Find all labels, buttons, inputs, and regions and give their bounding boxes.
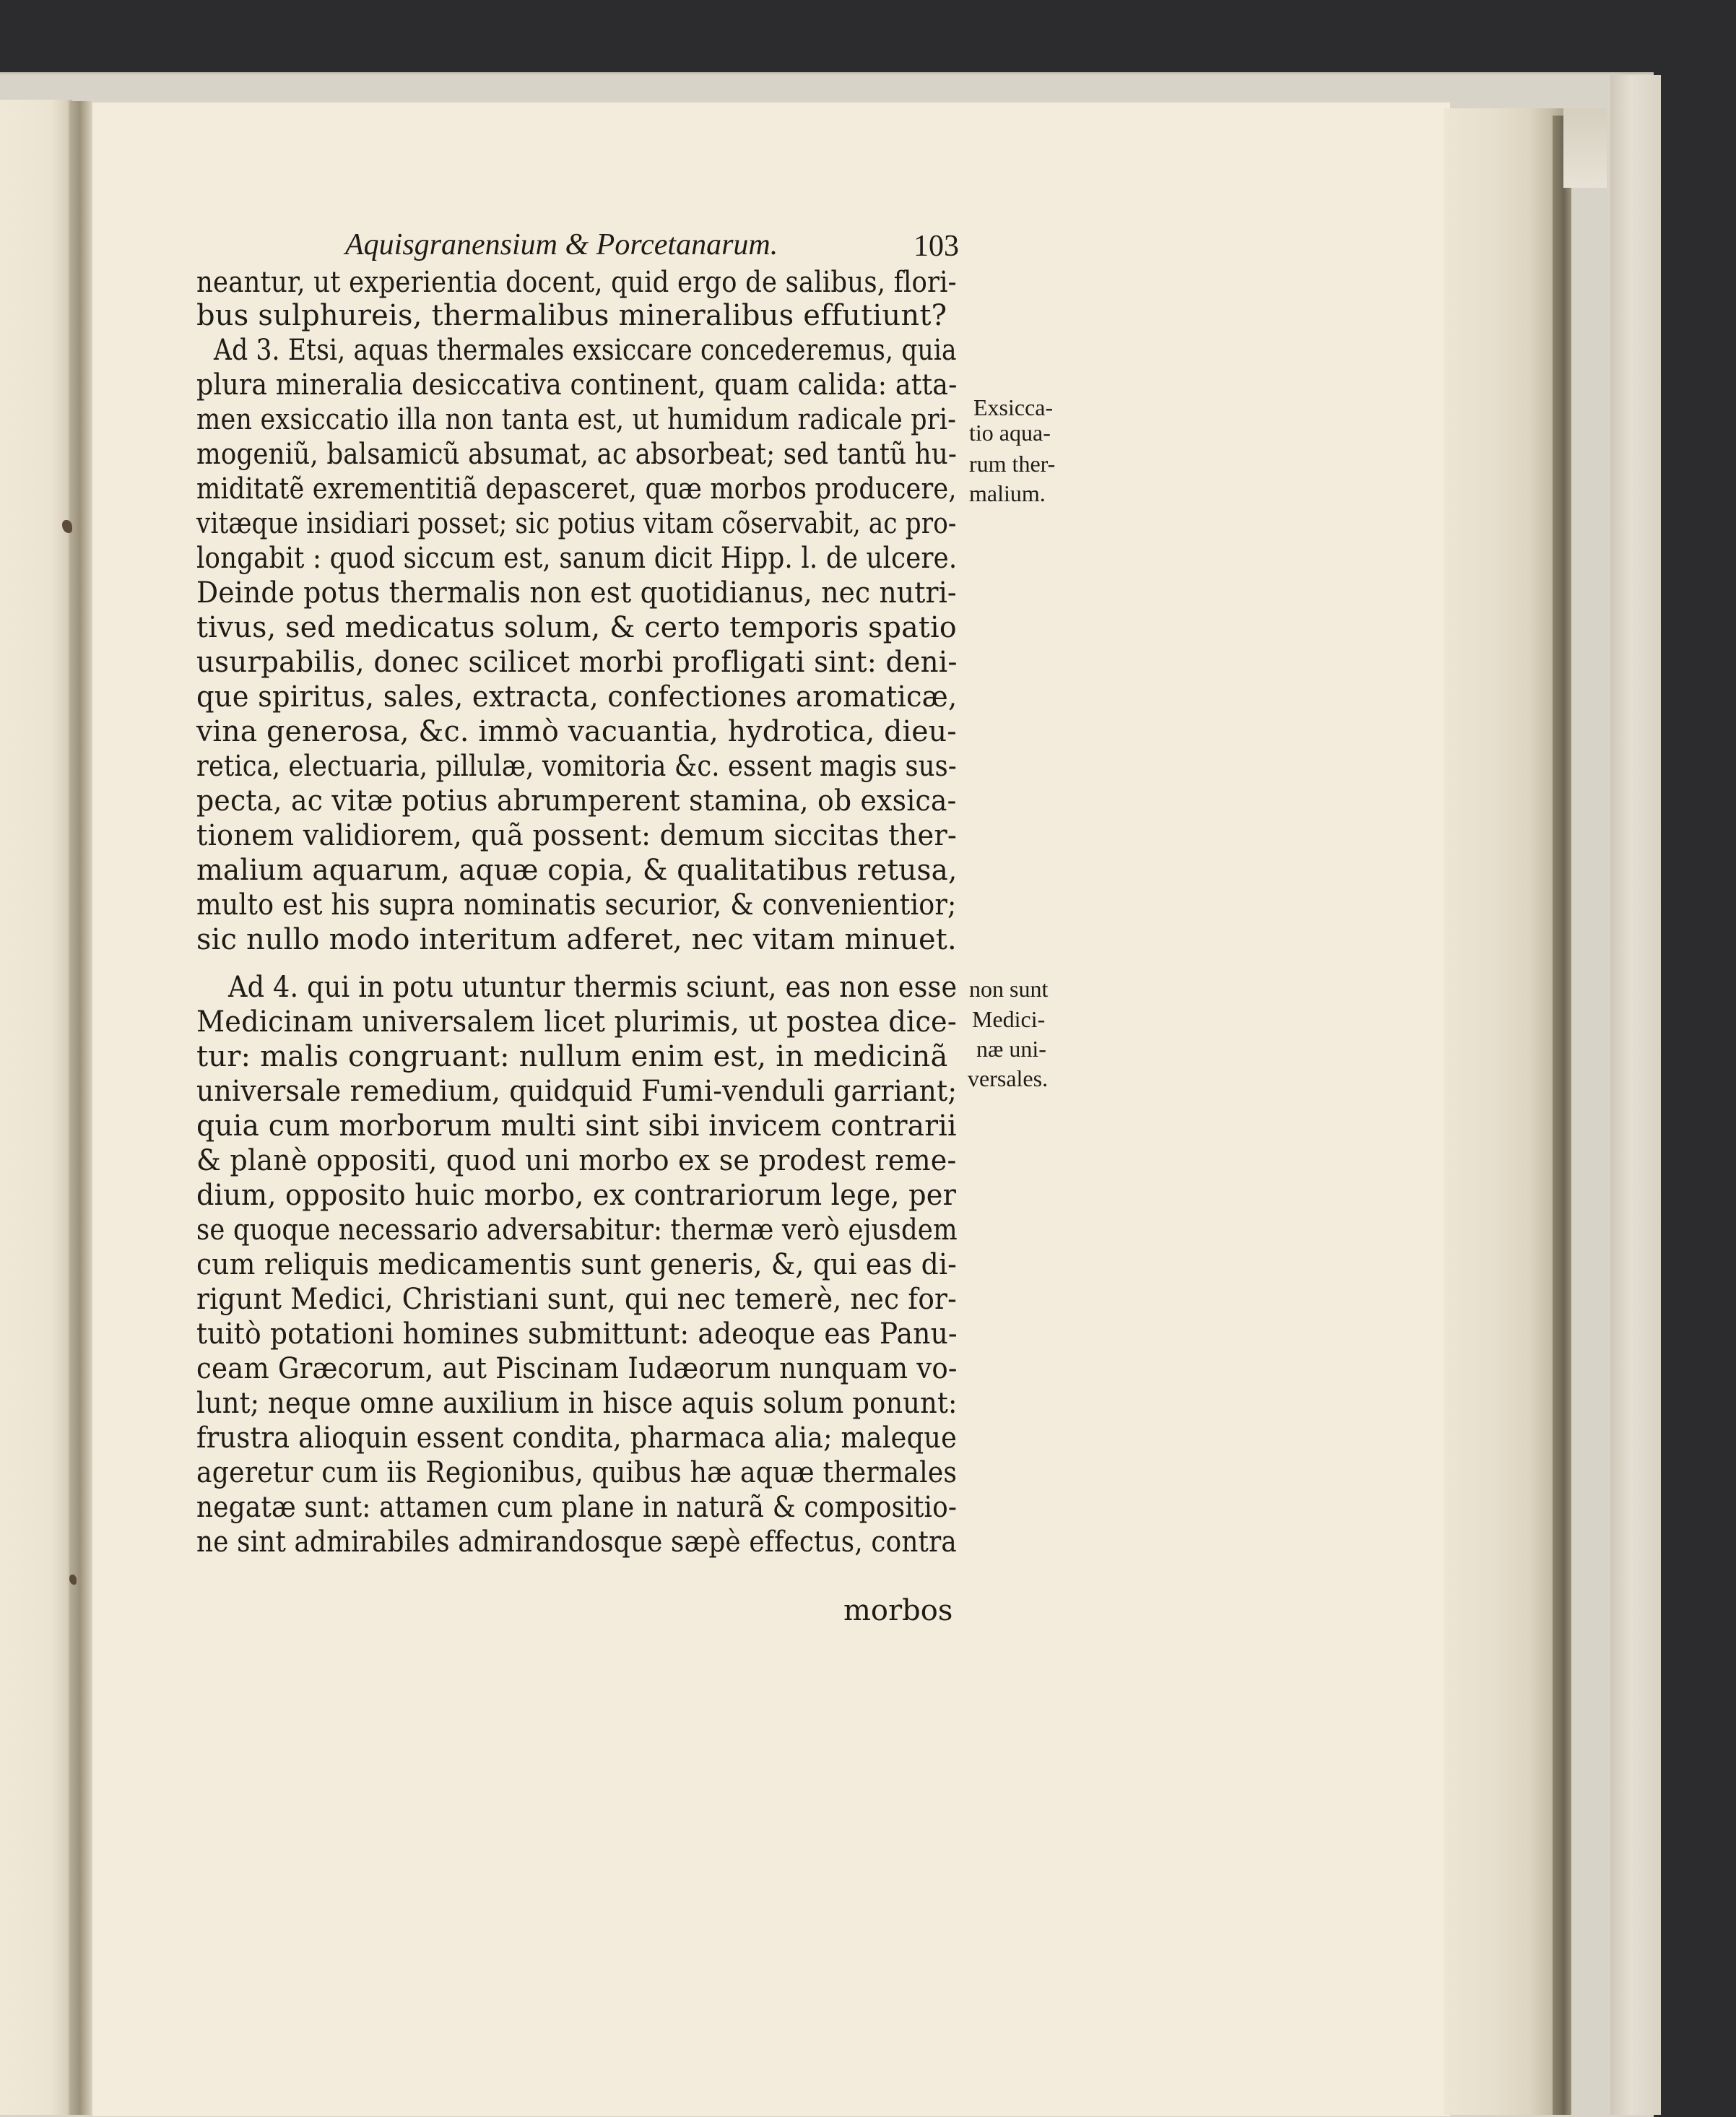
text-line: Ad 4. qui in potu utuntur thermis sciunt, eas non esse xyxy=(228,971,958,1004)
ink-mark xyxy=(69,1575,77,1585)
text-line: quia cum morborum multi sint sibi invicem contrarii xyxy=(196,1109,957,1143)
text-line: rigunt Medici, Christiani sunt, qui nec temerè, nec for- xyxy=(196,1283,957,1316)
text-line: & planè oppositi, quod uni morbo ex se prodest reme- xyxy=(196,1144,957,1177)
text-line: tionem validiorem, quã possent: demum siccitas ther- xyxy=(196,819,957,852)
text-line: lunt; neque omne auxilium in hisce aquis solum ponunt: xyxy=(196,1387,958,1420)
text-line: tuitò potationi homines submittunt: adeoque eas Panu- xyxy=(196,1317,958,1351)
text-line: mogeniũ, balsamicũ absumat, ac absorbeat; sed tantũ hu- xyxy=(196,438,958,471)
text-line: bus sulphureis, thermalibus mineralibus effutiunt? xyxy=(196,299,947,332)
text-line: plura mineralia desiccativa continent, quam calida: atta- xyxy=(196,368,958,402)
margin-note-line: næ uni- xyxy=(976,1036,1046,1062)
text-line: men exsiccatio illa non tanta est, ut humidum radicale pri- xyxy=(196,403,957,436)
text-line: universale remedium, quidquid Fumi-venduli garriant; xyxy=(196,1075,958,1108)
text-line: tur: malis congruant: nullum enim est, in medicinã xyxy=(196,1040,948,1073)
margin-note-line: Medici- xyxy=(972,1006,1046,1032)
text-line: que spiritus, sales, extracta, confectiones aromaticæ, xyxy=(196,680,958,714)
text-line: malium aquarum, aquæ copia, & qualitatibus retusa, xyxy=(196,854,958,887)
left-page-edge xyxy=(0,100,72,2115)
text-line: Deinde potus thermalis non est quotidianus, nec nutri- xyxy=(196,576,957,610)
text-line: vina generosa, &c. immò vacuantia, hydrotica, dieu- xyxy=(196,715,957,748)
margin-note-line: rum ther- xyxy=(969,451,1056,477)
text-line: miditatẽ exrementitiã depasceret, quæ morbos producere, xyxy=(196,472,957,506)
book-gutter xyxy=(69,101,95,2115)
text-line: vitæque insidiari posset; sic potius vitam cõservabit, ac pro- xyxy=(196,507,957,540)
text-line: negatæ sunt: attamen cum plane in naturã & compositio- xyxy=(196,1491,958,1524)
text-line: Ad 3. Etsi, aquas thermales exsiccare concederemus, quia xyxy=(214,334,957,367)
margin-note-line: tio aqua- xyxy=(969,420,1051,446)
text-line: Medicinam universalem licet plurimis, ut postea dice- xyxy=(196,1005,957,1039)
text-line: usurpabilis, donec scilicet morbi profligati sint: deni- xyxy=(196,646,958,679)
fore-edge-shadow xyxy=(1553,116,1571,2115)
fore-edge-tip xyxy=(1563,108,1607,188)
margin-note-line: Exsicca- xyxy=(973,394,1054,420)
margin-note-line: versales. xyxy=(968,1065,1049,1091)
text-line: longabit : quod siccum est, sanum dicit Hipp. l. de ulcere. xyxy=(196,542,958,575)
text-line: tivus, sed medicatus solum, & certo temporis spatio xyxy=(196,611,957,644)
margin-note-line: malium. xyxy=(969,480,1046,506)
text-line: ne sint admirabiles admirandosque sæpè effectus, contra xyxy=(196,1525,957,1559)
text-line: multo est his supra nominatis securior, & convenientior; xyxy=(196,888,957,922)
text-line: cum reliquis medicamentis sunt generis, &, qui eas di- xyxy=(196,1248,958,1281)
text-line: neantur, ut experientia docent, quid ergo de salibus, flori- xyxy=(196,266,957,299)
text-line: ceam Græcorum, aut Piscinam Iudæorum nunquam vo- xyxy=(196,1352,958,1385)
text-line: frustra alioquin essent condita, pharmaca alia; maleque xyxy=(196,1421,958,1455)
page-number: 103 xyxy=(913,230,959,263)
cover-flap xyxy=(1610,75,1661,2115)
text-line: dium, opposito huic morbo, ex contrariorum lege, per xyxy=(196,1179,957,1212)
running-head: Aquisgranensium & Porcetanarum. xyxy=(345,228,778,261)
text-line: sic nullo modo interitum adferet, nec vitam minuet. xyxy=(196,923,957,956)
fore-edge xyxy=(1444,108,1567,2115)
catchword: morbos xyxy=(843,1594,953,1627)
text-line: ageretur cum iis Regionibus, quibus hæ aquæ thermales xyxy=(196,1456,958,1489)
text-line: retica, electuaria, pillulæ, vomitoria &c. essent magis sus- xyxy=(196,750,957,783)
margin-note-line: non sunt xyxy=(969,976,1049,1002)
text-line: se quoque necessario adversabitur: thermæ verò ejusdem xyxy=(196,1213,958,1247)
text-line: pecta, ac vitæ potius abrumperent stamina, ob exsica- xyxy=(196,784,957,818)
